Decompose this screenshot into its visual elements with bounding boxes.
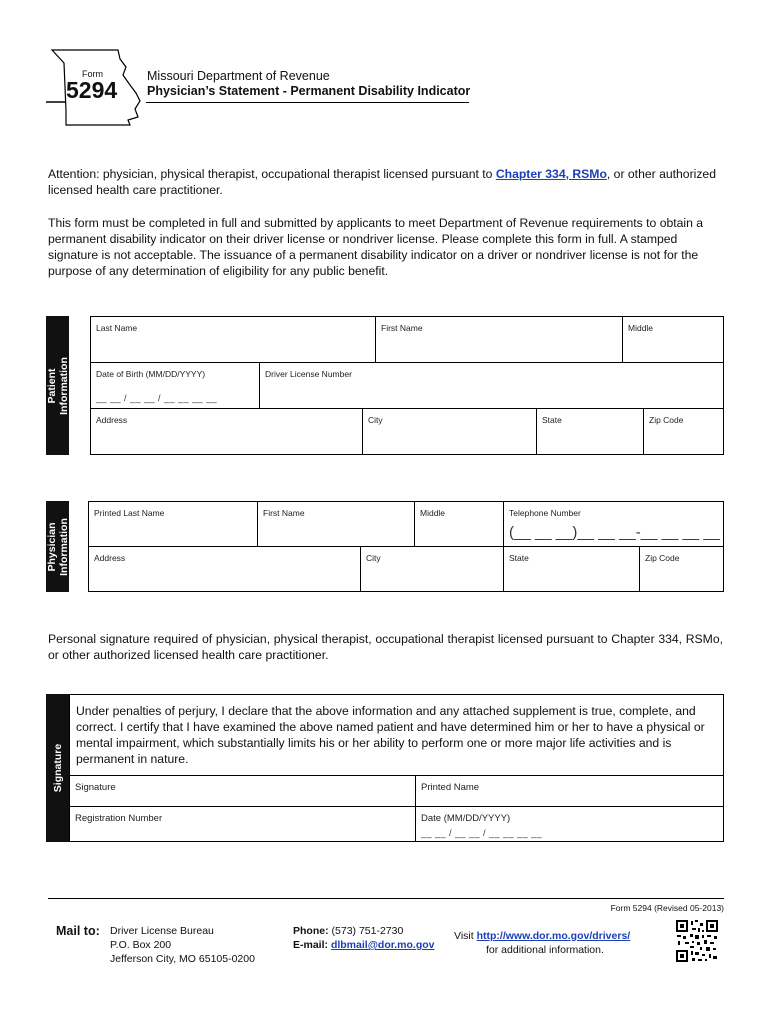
patient-middle-field[interactable] <box>623 317 723 363</box>
physician-address-field[interactable] <box>89 547 361 592</box>
physician-first-name-field[interactable] <box>258 502 415 547</box>
qr-code-icon[interactable] <box>675 919 719 963</box>
physician-middle-label: Middle <box>420 508 446 518</box>
patient-address-field[interactable] <box>91 409 363 455</box>
email-label: E-mail: <box>293 939 329 951</box>
physician-information-section <box>88 501 724 592</box>
patient-license-number-field[interactable] <box>260 363 723 409</box>
signature-tab: Signature <box>46 694 69 842</box>
physician-zip-field[interactable] <box>640 547 723 592</box>
attention-paragraph <box>48 166 723 198</box>
patient-state-field[interactable] <box>537 409 644 455</box>
patient-first-name-field[interactable] <box>376 317 623 363</box>
title-underline <box>146 102 469 103</box>
physician-middle-field[interactable] <box>415 502 504 547</box>
patient-address-label: Address <box>96 415 128 425</box>
email-link[interactable]: dlbmail@dor.mo.gov <box>330 939 435 951</box>
perjury-declaration: Under penalties of perjury, I declare that the above information and any attached supplement is true, complete, and correct. I certify that I have examined the above named patient and have determined him or her to have a physical or mental impairment, which substantially limits his or her ability to perform one or more major life activities and is permanent in nature. <box>76 704 705 766</box>
physician-last-name-label: Printed Last Name <box>94 508 165 518</box>
dor-drivers-link[interactable]: http://www.dor.mo.gov/drivers/ <box>476 930 631 942</box>
mail-line-2: P.O. Box 200 <box>110 939 172 951</box>
form-header <box>30 45 480 130</box>
signature-date-blank: __ __ / __ __ / __ __ __ __ <box>421 828 543 838</box>
patient-last-name-field[interactable] <box>91 317 376 363</box>
physician-telephone-label: Telephone Number <box>509 508 581 518</box>
physician-first-name-label: First Name <box>263 508 305 518</box>
patient-city-label: City <box>368 415 383 425</box>
signature-section <box>69 694 724 842</box>
physician-address-label: Address <box>94 553 126 563</box>
mail-line-1: Driver License Bureau <box>110 925 214 937</box>
mail-to-label: Mail to: <box>56 924 100 938</box>
phone-label: Phone: <box>293 925 329 937</box>
form-revision: Form 5294 (Revised 05-2013) <box>610 903 724 913</box>
physician-state-field[interactable] <box>504 547 640 592</box>
physician-zip-label: Zip Code <box>645 553 680 563</box>
signature-date-label: Date (MM/DD/YYYY) <box>421 813 511 824</box>
requirements-paragraph: This form must be completed in full and submitted by applicants to meet Department of Revenue requirements to obtain a permanent disability indicator on their driver license or nondriver license. Please complete this form in full. A stamped signature is not acceptable. The issuance of a permanent disability indicator on a driver or nondriver license is not for the purpose of any determination of eligibility for any public benefit. <box>48 216 704 278</box>
physician-state-label: State <box>509 553 529 563</box>
mail-line-3: Jefferson City, MO 65105-0200 <box>110 953 255 965</box>
phone-value: (573) 751-2730 <box>331 925 404 937</box>
patient-license-number-label: Driver License Number <box>265 369 352 379</box>
physician-city-label: City <box>366 553 381 563</box>
visit-website <box>454 929 630 957</box>
signature-field[interactable] <box>70 776 416 807</box>
patient-information-tab: Patient Information <box>46 316 69 455</box>
footer-divider <box>48 898 724 899</box>
patient-information-section <box>90 316 724 455</box>
patient-first-name-label: First Name <box>381 323 423 333</box>
signature-label: Signature <box>75 782 116 793</box>
physician-telephone-field[interactable] <box>504 502 723 547</box>
contact-info <box>293 924 435 952</box>
patient-zip-label: Zip Code <box>649 415 684 425</box>
patient-zip-field[interactable] <box>644 409 723 455</box>
patient-last-name-label: Last Name <box>96 323 138 333</box>
attention-prefix: Attention: physician, physical therapist, occupational therapist licensed pursuant to <box>48 167 496 181</box>
physician-telephone-blank: (__ __ __)__ __ __-__ __ __ __ <box>509 524 721 541</box>
form-label: Form <box>82 69 103 79</box>
patient-city-field[interactable] <box>363 409 537 455</box>
patient-dob-blank: __ __ / __ __ / __ __ __ __ <box>96 393 218 403</box>
form-number: 5294 <box>66 77 118 103</box>
physician-information-tab: Physician Information <box>46 501 69 592</box>
visit-suffix: for additional information. <box>486 944 604 956</box>
visit-prefix: Visit <box>454 930 477 942</box>
agency-name: Missouri Department of Revenue <box>147 69 330 83</box>
printed-name-label: Printed Name <box>421 782 480 793</box>
patient-state-label: State <box>542 415 562 425</box>
physician-last-name-field[interactable] <box>89 502 258 547</box>
attention-suffix: , or other authorized licensed health care practitioner. <box>48 167 716 197</box>
patient-dob-label: Date of Birth (MM/DD/YYYY) <box>96 369 206 379</box>
patient-dob-field[interactable] <box>91 363 260 409</box>
chapter-334-link[interactable]: Chapter 334, RSMo <box>495 167 607 181</box>
registration-number-label: Registration Number <box>75 813 163 824</box>
physician-city-field[interactable] <box>361 547 504 592</box>
form-title: Physician’s Statement - Permanent Disability Indicator <box>147 84 471 98</box>
patient-middle-label: Middle <box>628 323 654 333</box>
registration-number-field[interactable] <box>70 807 416 841</box>
mailing-address <box>110 924 255 966</box>
signature-date-field[interactable] <box>416 807 723 841</box>
signature-requirement-note: Personal signature required of physician, physical therapist, occupational therapist licensed pursuant to Chapter 334, RSMo, or other authorized licensed health care practitioner. <box>48 632 723 662</box>
printed-name-field[interactable] <box>416 776 723 807</box>
